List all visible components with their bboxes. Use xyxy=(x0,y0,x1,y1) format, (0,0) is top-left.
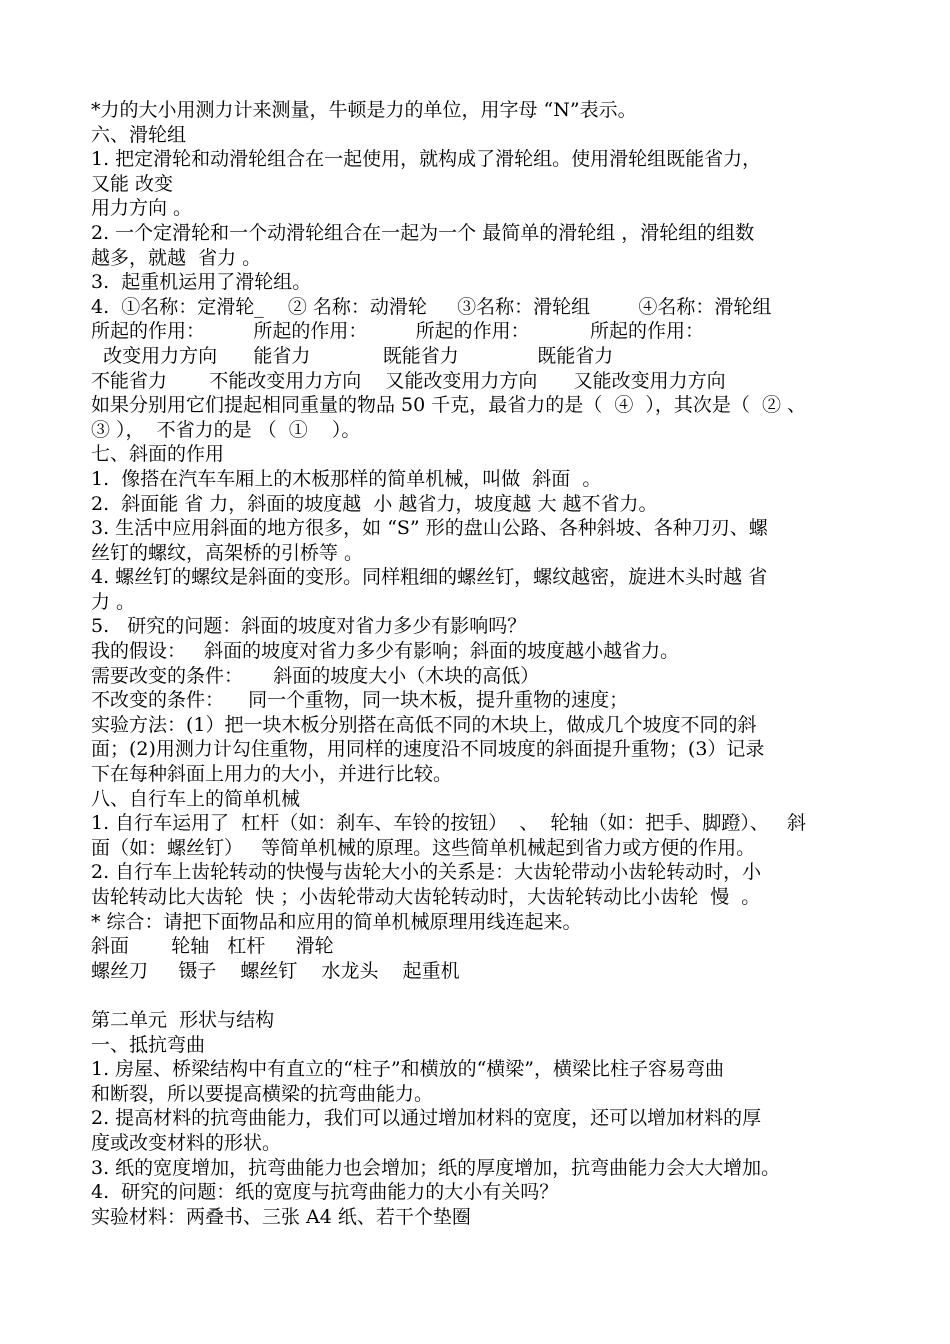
text-line: 一、抵抗弯曲 xyxy=(91,1033,206,1056)
text-line: 需要改变的条件： 斜面的坡度大小（木块的高低） xyxy=(91,664,540,687)
text-line: 度或改变材料的形状。 xyxy=(91,1131,282,1154)
text-line: 4. ①名称：定滑轮_ ② 名称：动滑轮 ③名称：滑轮组 ④名称：滑轮组 xyxy=(91,295,772,318)
text-line: 面；(2)用测力计勾住重物，用同样的速度沿不同坡度的斜面提升重物；(3）记录 xyxy=(91,738,765,761)
text-line: 力 。 xyxy=(91,590,136,613)
text-line: 改变用力方向 能省力 既能省力 既能省力 xyxy=(91,344,614,367)
text-line: 2. 自行车上齿轮转动的快慢与齿轮大小的关系是：大齿轮带动小齿轮转动时，小 xyxy=(91,861,762,884)
text-line: 又能 改变 xyxy=(91,172,174,195)
text-line: 1. 把定滑轮和动滑轮组合在一起使用，就构成了滑轮组。使用滑轮组既能省力， xyxy=(91,148,762,171)
text-line: 不改变的条件： 同一个重物，同一块木板，提升重物的速度； xyxy=(91,689,629,712)
text-line: 3. 生活中应用斜面的地方很多，如 “S” 形的盘山公路、各种斜坡、各种刀刃、螺 xyxy=(91,517,768,540)
text-line: *力的大小用测力计来测量，牛顿是力的单位，用字母 “N”表示。 xyxy=(91,99,637,121)
text-line: 3. 纸的宽度增加，抗弯曲能力也会增加；纸的厚度增加，抗弯曲能力会大大增加。 xyxy=(91,1156,781,1179)
text-line: 2. 提高材料的抗弯曲能力，我们可以通过增加材料的宽度，还可以增加材料的厚 xyxy=(91,1107,762,1130)
text-line: 2. 一个定滑轮和一个动滑轮组合在一起为一个 最简单的滑轮组 ，滑轮组的组数 xyxy=(91,221,755,244)
text-line: 六、滑轮组 xyxy=(91,123,187,146)
text-line: 斜面 轮轴 杠杆 滑轮 xyxy=(91,935,334,958)
document-body xyxy=(91,98,870,1229)
text-line: * 综合：请把下面物品和应用的简单机械原理用线连起来。 xyxy=(91,910,582,933)
text-line: 丝钉的螺纹，高架桥的引桥等 。 xyxy=(91,541,364,564)
text-line: 用力方向 。 xyxy=(91,197,193,220)
text-line: 4. 螺丝钉的螺纹是斜面的变形。同样粗细的螺丝钉，螺纹越密，旋进木头时越 省 xyxy=(91,566,768,589)
text-line: 实验材料：两叠书、三张 A4 纸、若干个垫圈 xyxy=(91,1205,471,1228)
text-line: 1. 像搭在汽车车厢上的木板那样的简单机械，叫做 斜面 。 xyxy=(91,467,602,490)
text-line: 如果分别用它们提起相同重量的物品 50 千克，最省力的是（ ④ ），其次是（ ② 、 xyxy=(91,394,807,417)
text-line: 八、自行车上的简单机械 xyxy=(91,787,301,810)
text-line: 3. 起重机运用了滑轮组。 xyxy=(91,271,312,294)
text-line: 实验方法：(1）把一块木板分别搭在高低不同的木块上，做成几个坡度不同的斜 xyxy=(91,713,757,736)
text-line: 我的假设： 斜面的坡度对省力多少有影响；斜面的坡度越小越省力。 xyxy=(91,640,680,663)
text-line: 第二单元 形状与结构 xyxy=(91,1008,275,1031)
text-line: 不能省力 不能改变用力方向 又能改变用力方向 又能改变用力方向 xyxy=(91,369,726,392)
text-line: ③ ）， 不省力的是 （ ① ）。 xyxy=(91,418,361,441)
text-line: 和断裂，所以要提高横梁的抗弯曲能力。 xyxy=(91,1082,434,1105)
text-line: 2. 斜面能 省 力，斜面的坡度越 小 越省力，坡度越 大 越不省力。 xyxy=(91,492,658,515)
blank-line xyxy=(91,983,870,1008)
text-line: 1. 房屋、桥梁结构中有直立的“柱子”和横放的“横梁”，横梁比柱子容易弯曲 xyxy=(91,1058,725,1081)
text-line: 1. 自行车运用了 杠杆（如：刹车、车铃的按钮） 、 轮轴（如：把手、脚蹬）、 斜 xyxy=(91,812,807,835)
text-line: 七、斜面的作用 xyxy=(91,443,225,466)
text-line: 4. 研究的问题：纸的宽度与抗弯曲能力的大小有关吗？ xyxy=(91,1181,559,1204)
text-line: 越多，就越 省力 。 xyxy=(91,246,262,269)
text-line: 5. 研究的问题：斜面的坡度对省力多少有影响吗？ xyxy=(91,615,527,638)
text-line: 所起的作用： 所起的作用： 所起的作用： 所起的作用： xyxy=(91,320,705,343)
text-line: 面（如：螺丝钉） 等简单机械的原理。这些简单机械起到省力或方便的作用。 xyxy=(91,836,756,859)
text-line: 齿轮转动比大齿轮 快 ；小齿轮带动大齿轮转动时，大齿轮转动比小齿轮 慢 。 xyxy=(91,886,761,908)
text-line: 下在每种斜面上用力的大小，并进行比较。 xyxy=(91,763,453,786)
text-line: 螺丝刀 镊子 螺丝钉 水龙头 起重机 xyxy=(91,959,460,982)
